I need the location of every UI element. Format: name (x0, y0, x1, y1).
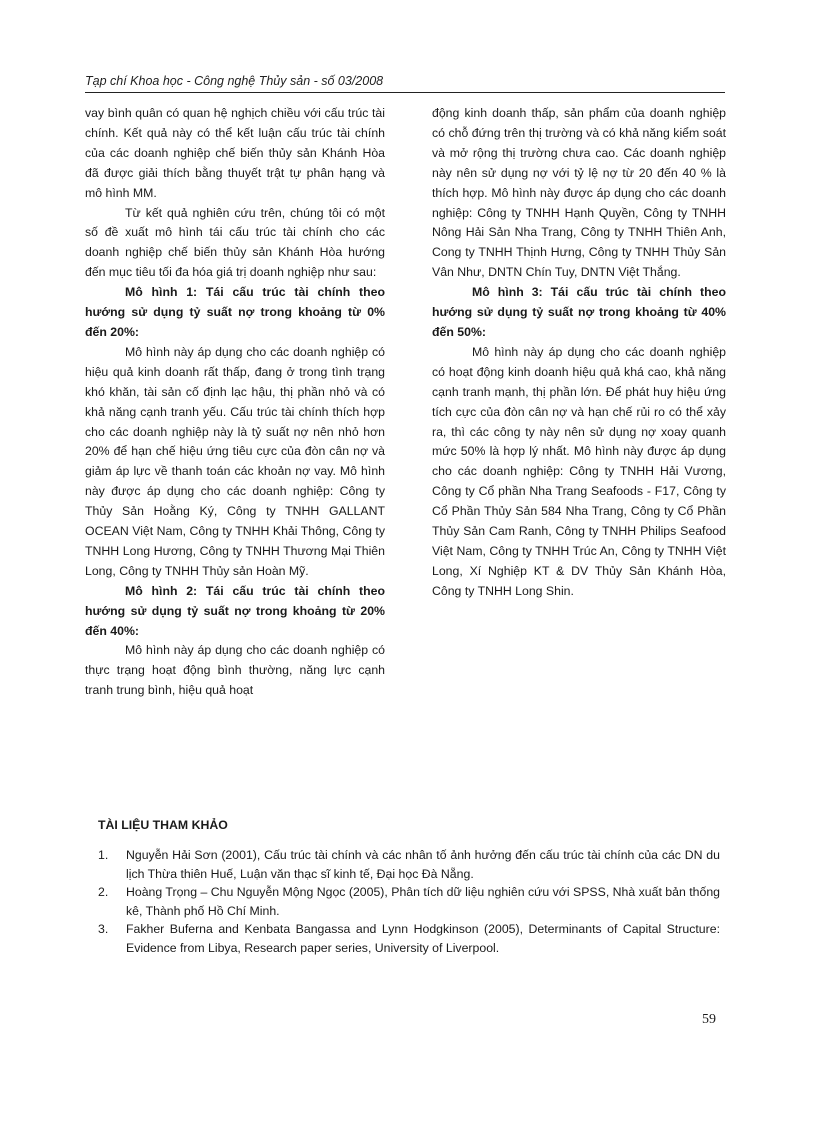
model-1-heading: Mô hình 1: Tái cấu trúc tài chính theo hướng sử dụng tỷ suất nợ trong khoảng từ 0% đến 20%: (85, 285, 385, 339)
right-column (432, 104, 726, 602)
reference-text: Fakher Buferna and Kenbata Bangassa and Lynn Hodgkinson (2005), Determinants of Capital Structure: Evidence from Libya, Research paper series, University of Liverpool. (126, 922, 720, 955)
paragraph: Từ kết quả nghiên cứu trên, chúng tôi có một số đề xuất mô hình tái cấu trúc tài chính cho các doanh nghiệp chế biến thủy sản Khánh Hòa hướng đến mục tiêu tối đa hóa giá trị doanh nghiệp như sau: (85, 205, 385, 280)
paragraph: vay bình quân có quan hệ nghịch chiều với cấu trúc tài chính. Kết quả này có thể kết luận cấu trúc tài chính của các doanh nghiệp chế biến thủy sản Khánh Hòa đã được giải thích bằng thuyết trật tự phân hạng và mô hình MM. (85, 106, 385, 200)
model-3-heading: Mô hình 3: Tái cấu trúc tài chính theo hướng sử dụng tỷ suất nợ trong khoảng từ 40% đến 50%: (432, 285, 726, 339)
reference-item (98, 883, 720, 920)
reference-number: 2. (98, 885, 109, 899)
reference-text: Hoàng Trọng – Chu Nguyễn Mộng Ngọc (2005), Phân tích dữ liệu nghiên cứu với SPSS, Nhà xuất bản thống kê, Thành phố Hồ Chí Minh. (126, 885, 720, 918)
page-number: 59 (702, 1012, 716, 1027)
reference-number: 1. (98, 848, 109, 862)
reference-item (98, 846, 720, 883)
reference-item (98, 920, 720, 957)
journal-header (85, 74, 725, 93)
reference-number: 3. (98, 922, 109, 936)
journal-title: Tạp chí Khoa học - Công nghệ Thủy sản - số 03/2008 (85, 74, 384, 88)
reference-text: Nguyễn Hải Sơn (2001), Cấu trúc tài chính và các nhân tố ảnh hưởng đến cấu trúc tài chính của các DN du lịch Thừa thiên Huế, Luận văn thạc sĩ kinh tế, Đại học Đà Nẵng. (126, 848, 720, 881)
paragraph: động kinh doanh thấp, sản phẩm của doanh nghiệp có chỗ đứng trên thị trường và có khả năng kiểm soát và mở rộng thị trường chưa cao. Các doanh nghiệp này nên sử dụng nợ với tỷ lệ nợ từ 20 đến 40 % là thích hợp. Mô hình này được áp dụng cho các doanh nghiệp: Công ty TNHH Hạnh Quyền, Công ty TNHH Nông Hải Sản Nha Trang, Công ty TNHH Thiên Anh, Cong ty TNHH Thịnh Hưng, Công ty TNHH Thủy Sản Vân Như, DNTN Chín Tuy, DNTN Việt Thắng. (432, 106, 726, 280)
paragraph: Mô hình này áp dụng cho các doanh nghiệp có hiệu quả kinh doanh rất thấp, đang ở trong tình trạng khó khăn, tài sản cố định lạc hậu, thị phần nhỏ và có khả năng cạnh tranh yếu. Cấu trúc tài chính thích hợp cho các doanh nghiệp này là tỷ suất nợ nên nhỏ hơn 20% để hạn chế hiệu ứng tiêu cực của đòn cân nợ và giảm áp lực về thanh toán các khoản nợ vay. Mô hình này được áp dụng cho các doanh nghiệp: Công ty Thủy Sản Hoằng Ký, Công ty TNHH GALLANT OCEAN Việt Nam, Công ty TNHH Khải Thông, Công ty TNHH Long Hương, Công ty TNHH Thương Mại Thiên Long, Công ty TNHH Thủy sản Hoàn Mỹ. (85, 344, 385, 578)
references-title: TÀI LIỆU THAM KHẢO (98, 818, 228, 832)
left-column (85, 104, 385, 701)
references-list (98, 846, 720, 957)
paragraph: Mô hình này áp dụng cho các doanh nghiệp có thực trạng hoạt động bình thường, năng lực cạnh tranh trung bình, hiệu quả hoạt (85, 643, 385, 698)
model-2-heading: Mô hình 2: Tái cấu trúc tài chính theo hướng sử dụng tỷ suất nợ trong khoảng từ 20% đến 40%: (85, 583, 385, 638)
paragraph: Mô hình này áp dụng cho các doanh nghiệp có hoạt động kinh doanh hiệu quả khá cao, khả năng cạnh tranh mạnh, thị phần lớn. Để phát huy hiệu ứng tích cực của đòn cân nợ và hạn chế rủi ro có thể xảy ra, thì các công ty này nên sử dụng nợ xoay quanh mức 50% là hợp lý nhất. Mô hình này được áp dụng cho các doanh nghiệp: Công ty TNHH Hải Vương, Công ty Cổ phần Nha Trang Seafoods - F17, Công ty Cổ Phần Thủy Sản 584 Nha Trang, Công ty Cổ Phần Thủy Sản Cam Ranh, Công ty TNHH Philips Seafood Việt Nam, Công ty TNHH Trúc An, Công ty TNHH Việt Long, Xí Nghiệp KT & DV Thủy Sản Khánh Hòa, Công ty TNHH Long Shin. (432, 344, 726, 598)
